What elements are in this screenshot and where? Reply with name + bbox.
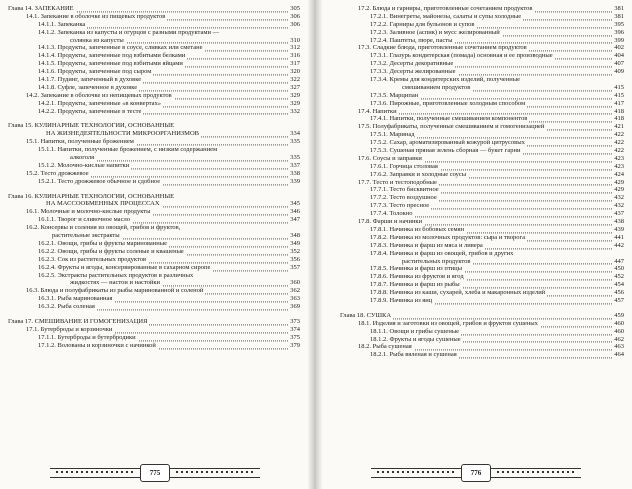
toc-page-number: 447 <box>614 257 624 265</box>
toc-entry-title: 17.3.1. Глазурь кондитерская (помада) основная и ее производные <box>370 52 553 60</box>
toc-entry-title: 17.8. Фарши и начинки <box>358 218 423 226</box>
toc-entry-title: 17.8.8. Начинка из каши, сухарей, хлеба и макаронных изделий <box>370 289 546 297</box>
toc-page-number: 374 <box>290 325 300 333</box>
toc-entry-title: 16.2. Консервы и соления из овощей, грибов и фруктов, <box>26 224 181 232</box>
toc-entry-title: 16.3.2. Рыба соленая <box>38 303 95 311</box>
toc-page-number: 464 <box>614 351 624 359</box>
toc-entry-title: 17.8.6. Начинка из фруктов и ягод <box>370 273 464 281</box>
toc-entry-title: Глава 18. СУШКА <box>340 311 392 319</box>
toc-page-number: 322 <box>290 76 300 84</box>
toc-entry-title: 17.4. Напитки <box>358 107 397 115</box>
toc-page-number: 423 <box>614 162 624 170</box>
toc-page-number: 460 <box>614 319 624 327</box>
page-number-right: 776 <box>461 464 491 482</box>
toc-page-number: 421 <box>614 123 624 131</box>
toc-page-number: 429 <box>614 186 624 194</box>
toc-page-number: 348 <box>290 232 300 240</box>
toc-entry-title: Глава 17. СМЕШИВАНИЕ И ГОМОГЕНИЗАЦИЯ <box>8 317 148 325</box>
toc-entry-line <box>320 68 632 76</box>
toc-entry-title: 14.2.1. Продукты, запеченные «в конвертах» <box>38 99 162 107</box>
toc-entry-title: 17.4.1. Напитки, полученные смешиванием компонентов <box>370 115 528 123</box>
toc-page-number: 334 <box>290 130 300 138</box>
toc-entry-title: алкоголя <box>70 154 95 162</box>
section-spacer <box>0 186 310 193</box>
page-number-left: 775 <box>140 464 170 482</box>
toc-entry-title: смешиванием продуктов <box>402 83 471 91</box>
toc-page-number: 452 <box>614 273 624 281</box>
toc-page-number: 356 <box>290 255 300 263</box>
toc-page-number: 422 <box>614 139 624 147</box>
toc-entry-title: 17.8.3. Начинка и фарш из мяса и ливера <box>370 241 483 249</box>
toc-entry-title: 17.3.4. Кремы для кондитерских изделий, полученные <box>370 76 521 84</box>
ornament-right <box>170 468 260 478</box>
toc-page-number: 373 <box>290 317 300 325</box>
toc-page-number: 459 <box>614 311 624 319</box>
toc-entry-line <box>320 297 632 305</box>
toc-entry-title: 16.3.1. Рыба маринованная <box>38 295 113 303</box>
toc-entry-title: 17.3.2. Десерты декоративные <box>370 60 454 68</box>
toc-entry-title: 17.2.3. Заливное (аспик) и мусс желированный <box>370 28 500 36</box>
toc-page-number: 415 <box>614 91 624 99</box>
toc-entry-title: 17.1. Бутерброды и корзиночки <box>26 325 113 333</box>
toc-entry-title: 15.1.1. Напитки, полученные брожением, с низким содержанием <box>38 146 218 154</box>
toc-page-number: 363 <box>290 295 300 303</box>
toc-entry-title: 16.1. Молочные и молочно-кислые продукты <box>26 208 151 216</box>
toc-page-number: 407 <box>614 60 624 68</box>
toc-entry-title: 16.3. Блюда и полуфабрикаты из рыбы маринованной и соленой <box>26 287 204 295</box>
toc-entry-line <box>0 138 310 146</box>
toc-page-number: 399 <box>614 36 624 44</box>
toc-page-number: 375 <box>290 333 300 341</box>
toc-entry-title: 14.1. Запекание в оболочке из пищевых продуктов <box>26 12 166 20</box>
toc-entry-title: 16.1.1. Творог и сливочное масло <box>38 216 130 224</box>
toc-page-number: 310 <box>290 36 300 44</box>
toc-page-number: 345 <box>290 200 300 208</box>
toc-page-number: 395 <box>614 20 624 28</box>
toc-page-number: 381 <box>614 5 624 12</box>
left-page-folio <box>0 463 310 483</box>
toc-page-number: 424 <box>614 170 624 178</box>
toc-page-number: 316 <box>290 52 300 60</box>
toc-entry-title: растительных продуктов <box>402 257 471 265</box>
toc-page-number: 460 <box>614 327 624 335</box>
toc-entry-line <box>0 108 310 116</box>
toc-page-number: 441 <box>614 233 624 241</box>
toc-entry-title: 14.1.4. Продукты, запеченные под взбитыми белками <box>38 52 186 60</box>
toc-entry-title: 17.6.2. Заправки и холодные соусы <box>370 170 467 178</box>
toc-page-number: 429 <box>614 178 624 186</box>
toc-entry-line <box>0 21 310 29</box>
toc-page-number: 347 <box>290 216 300 224</box>
toc-page-number: 462 <box>614 335 624 343</box>
toc-entry-title: жидкостях — настои и настойки <box>70 279 160 287</box>
toc-entry-title: солянка из капусты <box>70 36 124 44</box>
toc-entry-title: 17.5.3. Сушеная пряная зелень сборная — букет гарни <box>370 147 521 155</box>
toc-entry-line <box>0 303 310 311</box>
toc-entry-title: Глава 14. ЗАПЕКАНИЕ <box>8 5 74 12</box>
toc-page-number: 422 <box>614 131 624 139</box>
toc-page-number: 381 <box>614 12 624 20</box>
toc-page-number: 306 <box>290 20 300 28</box>
toc-entry-title: 14.1.5. Продукты, запеченные под взбитыми яйцами <box>38 60 183 68</box>
toc-page-number: 360 <box>290 279 300 287</box>
toc-entry-title: 17.8.4. Начинка и фарш из овощей, грибов и других <box>370 249 514 257</box>
toc-entry-title: НА МАССООБМЕННЫХ ПРОЦЕССАХ <box>46 200 160 208</box>
toc-entry-title: 17.7.3. Тесто пресное <box>370 202 430 210</box>
toc-entry-title: 17.8.5. Начинка и фарш из птицы <box>370 265 463 273</box>
toc-entry-title: 17.8.2. Начинка из молочных продуктов: сыра и творога <box>370 233 526 241</box>
toc-entry-title: 17.7. Тесто и тестоподобные <box>358 178 437 186</box>
toc-entry-title: 16.2.4. Фрукты и ягоды, консервированные в сахарном сиропе <box>38 263 211 271</box>
toc-entry-title: 18.1.1. Овощи и грибы сушеные <box>370 327 460 335</box>
toc-page-number: 306 <box>290 12 300 20</box>
toc-entry-title: 16.2.3. Сок из растительных продуктов <box>38 255 147 263</box>
toc-entry-title: 18.1. Изделия и заготовки из овощей, грибов и фруктов сушеных <box>358 319 538 327</box>
toc-entry-line <box>0 264 310 272</box>
toc-entry-title: 15.2. Тесто дрожжевое <box>26 169 89 177</box>
toc-entry-title: 14.1.1. Запеканка <box>38 20 86 28</box>
toc-entry-title: 14.2. Запекание в оболочке из непищевых продуктов <box>26 91 172 99</box>
toc-entry-title: 17.8.1. Начинка из бобовых семян <box>370 225 465 233</box>
toc-entry-title: Глава 16. КУЛИНАРНЫЕ ТЕХНОЛОГИИ, ОСНОВАННЫЕ <box>8 192 175 200</box>
toc-entry-title: 14.1.2. Запеканка из капусты и огурцов с разными продуктами — <box>38 28 220 36</box>
toc-entry-title: 16.2.2. Овощи, грибы и фрукты соленые и квашеные <box>38 247 184 255</box>
toc-entry-title: 14.1.8. Суфле, запеченное в духовке <box>38 83 138 91</box>
toc-entry-line <box>320 242 632 250</box>
toc-page-number: 305 <box>290 5 300 12</box>
toc-entry-title: растительные экстракты <box>52 232 120 240</box>
toc-page-number: 417 <box>614 99 624 107</box>
toc-entry-title: 17.6. Соусы и заправки <box>358 154 422 162</box>
toc-entry-title: 16.2.5. Экстракты растительных продуктов в различных <box>38 271 194 279</box>
toc-entry-title: 17.7.4. Толокно <box>370 210 413 218</box>
toc-entry-title: 17.5. Полуфабрикаты, полученные смешиванием и гомогенизацией <box>358 123 545 131</box>
toc-entry-title: 14.1.6. Продукты, запеченные под сыром <box>38 68 152 76</box>
toc-entry-title: 16.2.1. Овощи, грибы и фрукты маринованные <box>38 239 168 247</box>
toc-entry-title: 17.1.1. Бутерброды и бутербродики <box>38 333 136 341</box>
toc-page-number: 437 <box>614 210 624 218</box>
toc-page-number: 335 <box>290 138 300 146</box>
toc-page-number: 456 <box>614 289 624 297</box>
toc-entry-title: 17.2.2. Гарниры для бульонов и супов <box>370 20 475 28</box>
ornament-left <box>50 468 140 478</box>
toc-page-number: 362 <box>290 287 300 295</box>
toc-entry-title: 17.8.9. Начинка из яиц <box>370 296 433 304</box>
toc-entry-title: 17.2.1. Винегреты, майонезы, салаты и супы холодные <box>370 12 522 20</box>
toc-page-number: 418 <box>614 107 624 115</box>
toc-entry-title: 17.5.1. Маринад <box>370 131 415 139</box>
toc-entry-title: 15.1.2. Молочно-кислые напитки <box>38 161 130 169</box>
toc-page-number: 454 <box>614 281 624 289</box>
toc-page-number: 338 <box>290 169 300 177</box>
toc-entry-title: 17.3. Сладкие блюда, приготовленные сочетанием продуктов <box>358 44 527 52</box>
toc-entry-title: 15.2.1. Тесто дрожжевое обычное и сдобное <box>38 177 161 185</box>
toc-entry-title: 14.2.2. Продукты, запеченные в тесте <box>38 107 142 115</box>
toc-entry-title: 17.8.7. Начинка и фарш из рыбы <box>370 281 460 289</box>
toc-entry-title: 17.3.3. Десерты желированные <box>370 68 456 76</box>
toc-entry-title: 17.6.1. Горчица столовая <box>370 162 438 170</box>
toc-page-number: 432 <box>614 194 624 202</box>
toc-page-number: 409 <box>614 68 624 76</box>
toc-page-number: 415 <box>614 83 624 91</box>
toc-page-number: 349 <box>290 239 300 247</box>
toc-page-number: 379 <box>290 341 300 349</box>
toc-entry-title: 17.3.6. Пирожные, приготовленные холодным способом <box>370 99 526 107</box>
toc-page-number: 346 <box>290 208 300 216</box>
toc-page-number: 369 <box>290 303 300 311</box>
toc-entry-title: 17.5.2. Сахар, ароматизированный кожурой цитрусовых <box>370 139 525 147</box>
toc-page-number: 327 <box>290 83 300 91</box>
toc-entry-line <box>320 351 632 359</box>
toc-page-number: 357 <box>290 263 300 271</box>
toc-page-number: 418 <box>614 115 624 123</box>
toc-page-number: 432 <box>614 202 624 210</box>
toc-entry-title: 14.1.3. Продукты, запеченные в соусе, сливках или сметане <box>38 44 203 52</box>
toc-page-number: 352 <box>290 247 300 255</box>
toc-entry-title: 17.7.1. Тесто бисквитное <box>370 186 439 194</box>
toc-entry-title: 17.2. Блюда и гарниры, приготовленные сочетанием продуктов <box>358 5 533 12</box>
toc-entry-title: 18.2.1. Рыба вяленая и сушеная <box>370 351 457 359</box>
toc-entry-title: 14.1.7. Пудинг, запеченный в духовке <box>38 76 142 84</box>
toc-entry-title: 18.1.2. Фрукты и ягоды сушеные <box>370 335 461 343</box>
toc-page-number: 329 <box>290 99 300 107</box>
toc-page-number: 463 <box>614 343 624 351</box>
toc-page-number: 438 <box>614 218 624 226</box>
toc-entry-line <box>0 178 310 186</box>
toc-page-number: 332 <box>290 107 300 115</box>
toc-entry-line <box>0 216 310 224</box>
toc-page-number: 339 <box>290 177 300 185</box>
right-page <box>320 0 632 489</box>
toc-page-number: 457 <box>614 296 624 304</box>
toc-right <box>320 5 632 359</box>
toc-entry-line <box>0 342 310 350</box>
toc-entry-title: 18.2. Рыба сушеная <box>358 343 412 351</box>
toc-page-number: 423 <box>614 154 624 162</box>
toc-page-number: 404 <box>614 52 624 60</box>
ornament-right <box>491 468 581 478</box>
toc-entry-title: 17.1.2. Волованы и корзиночки с начинкой <box>38 341 156 349</box>
toc-entry-title: 17.3.5. Марципан <box>370 91 419 99</box>
toc-page-number: 396 <box>614 28 624 36</box>
right-page-folio <box>320 463 632 483</box>
toc-page-number: 402 <box>614 44 624 52</box>
toc-page-number: 450 <box>614 265 624 273</box>
toc-left <box>0 5 310 350</box>
toc-entry-title: 17.2.4. Паштеты, пюре, пасты <box>370 36 453 44</box>
toc-page-number: 442 <box>614 241 624 249</box>
toc-page-number: 337 <box>290 161 300 169</box>
left-page <box>0 0 310 489</box>
toc-entry-title: 15.1. Напитки, полученные брожением <box>26 138 134 146</box>
toc-page-number: 320 <box>290 68 300 76</box>
section-spacer <box>0 115 310 122</box>
toc-page-number: 335 <box>290 154 300 162</box>
toc-page-number: 422 <box>614 147 624 155</box>
toc-page-number: 312 <box>290 44 300 52</box>
toc-page-number: 329 <box>290 91 300 99</box>
toc-entry-title: 17.7.2. Тесто воздушное <box>370 194 437 202</box>
toc-page-number: 317 <box>290 60 300 68</box>
ornament-left <box>371 468 461 478</box>
toc-entry-title: Глава 15. КУЛИНАРНЫЕ ТЕХНОЛОГИИ, ОСНОВАННЫЕ <box>8 122 175 130</box>
toc-page-number: 439 <box>614 225 624 233</box>
toc-entry-title: НА ЖИЗНЕДЕЯТЕЛЬНОСТИ МИКРООРГАНИЗМОВ <box>46 130 199 138</box>
